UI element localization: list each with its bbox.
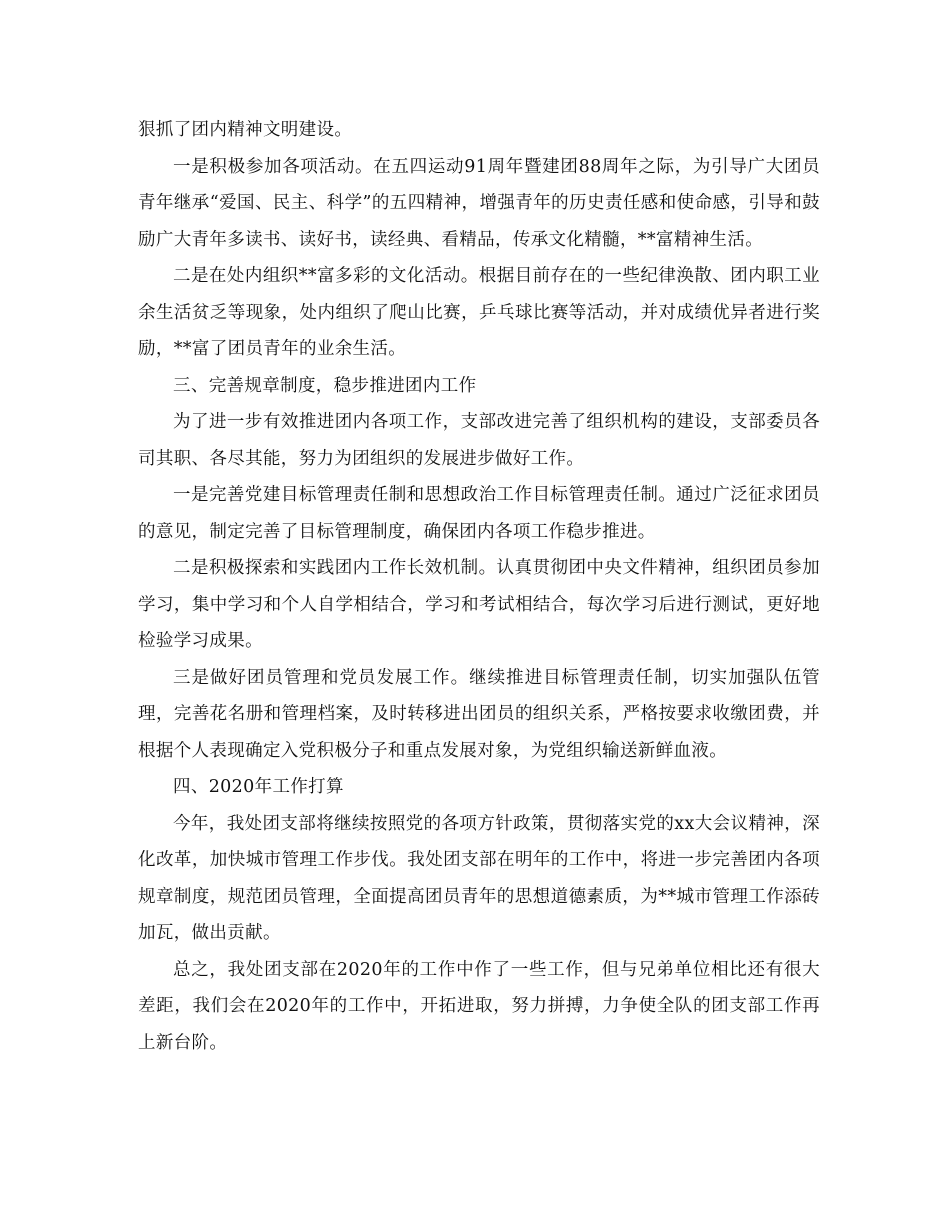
section-heading-plan: 四、2020年工作打算 [173,777,344,797]
paragraph-continuation: 狠抓了团内精神文明建设。 [138,120,353,140]
paragraph-long-term-mechanism: 二是积极探索和实践团内工作长效机制。认真贯彻团中央文件精神，组织团员参加学习，集中学习和个人自学相结合，学习和考试相结合，每次学习后进行测试，更好地检验学习成果。 [138,558,820,651]
paragraph-cultural-activities: 二是在处内组织**富多彩的文化活动。根据目前存在的一些纪律涣散、团内职工业余生活贫乏等现象，处内组织了爬山比赛，乒乓球比赛等活动，并对成绩优异者进行奖励，**富了团员青年的业余生活。 [138,266,820,359]
paragraph-plan: 今年，我处团支部将继续按照党的各项方针政策，贯彻落实党的xx大会议精神，深化改革，加快城市管理工作步伐。我处团支部在明年的工作中，将进一步完善团内各项规章制度，规范团员管理，全面提高团员青年的思想道德素质，为**城市管理工作添砖加瓦，做出贡献。 [138,813,820,943]
paragraph-member-management: 三是做好团员管理和党员发展工作。继续推进目标管理责任制，切实加强队伍管理，完善花名册和管理档案，及时转移进出团员的组织关系，严格按要求收缴团费，并根据个人表现确定入党积极分子和重点发展对象，为党组织输送新鲜血液。 [138,667,820,761]
paragraph-responsibility-system: 一是完善党建目标管理责任制和思想政治工作目标管理责任制。通过广泛征求团员的意见，制定完善了目标管理制度，确保团内各项工作稳步推进。 [138,485,820,542]
paragraph-activities: 一是积极参加各项活动。在五四运动91周年暨建团88周年之际，为引导广大团员青年继承“爱国、民主、科学”的五四精神，增强青年的历史责任感和使命感，引导和鼓励广大青年多读书、读好书，读经典、看精品，传承文化精髓，**富精神生活。 [138,156,820,250]
paragraph-organization: 为了进一步有效推进团内各项工作，支部改进完善了组织机构的建设，支部委员各司其职、各尽其能，努力为团组织的发展进步做好工作。 [138,412,820,469]
document-page [138,112,820,1061]
paragraph-summary: 总之，我处团支部在2020年的工作中作了一些工作，但与兄弟单位相比还有很大差距，我们会在2020年的工作中，开拓进取，努力拼搏，力争使全队的团支部工作再上新台阶。 [138,959,820,1053]
section-heading-rules: 三、完善规章制度，稳步推进团内工作 [173,375,477,396]
